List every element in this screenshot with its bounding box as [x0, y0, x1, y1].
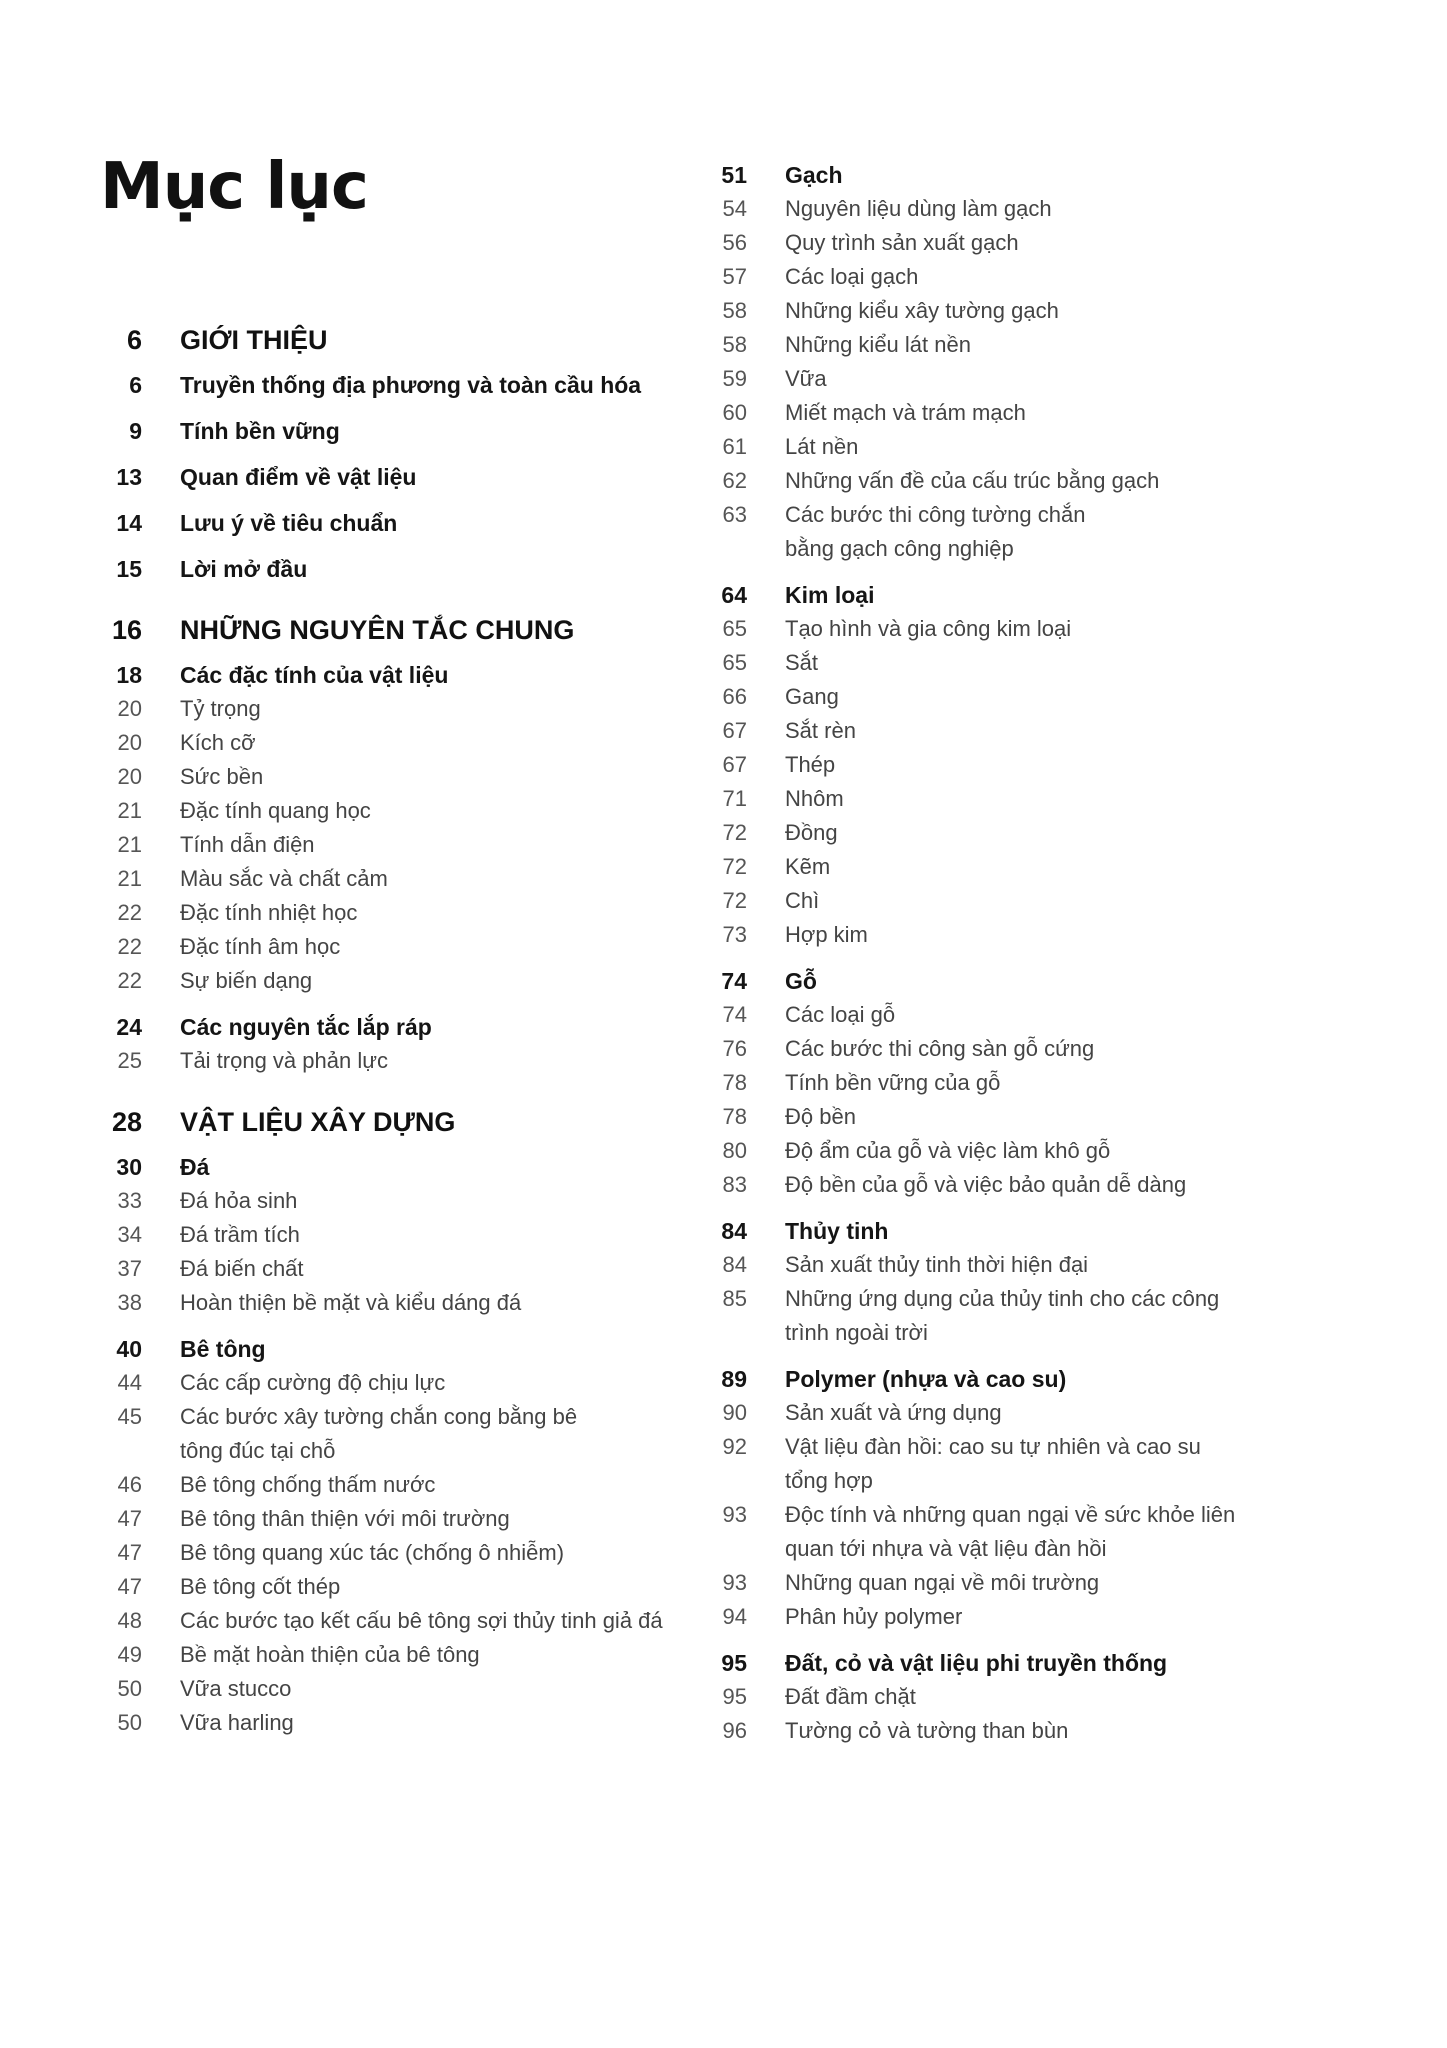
toc-page-number: 56	[722, 230, 747, 255]
toc-entry-title: Thép	[785, 752, 836, 777]
toc-page-number: 71	[722, 786, 747, 811]
toc-entry-title: Đá trầm tích	[180, 1222, 300, 1247]
toc-page-number: 72	[722, 820, 747, 845]
toc-page-number: 83	[722, 1172, 747, 1197]
toc-page-number: 22	[117, 934, 142, 959]
toc-entry-title: Màu sắc và chất cảm	[180, 866, 388, 891]
toc-sub-entry	[100, 1252, 720, 1286]
toc-entry-title: Chì	[785, 888, 820, 913]
toc-entry-title: Lưu ý về tiêu chuẩn	[180, 510, 398, 536]
toc-page-number: 67	[722, 752, 747, 777]
toc-page-number: 24	[116, 1014, 142, 1040]
toc-page-number: 20	[117, 696, 142, 721]
toc-entry-title: Nguyên liệu dùng làm gạch	[785, 196, 1052, 221]
toc-section-entry	[100, 368, 720, 402]
toc-page-number: 76	[722, 1036, 747, 1061]
toc-page-number: 20	[117, 764, 142, 789]
toc-sub-entry	[100, 1400, 720, 1434]
toc-page-number: 22	[117, 968, 142, 993]
toc-entry-title: Tường cỏ và tường than bùn	[785, 1718, 1069, 1743]
toc-sub-entry	[100, 1502, 720, 1536]
toc-sub-entry	[705, 748, 1325, 782]
toc-entry-title: Vật liệu đàn hồi: cao su tự nhiên và cao su	[785, 1434, 1201, 1459]
toc-page-number: 47	[117, 1574, 142, 1599]
toc-sub-entry	[100, 1184, 720, 1218]
toc-entry-title: Sản xuất thủy tinh thời hiện đại	[785, 1252, 1089, 1277]
toc-page-number: 96	[722, 1718, 747, 1743]
toc-page-number: 74	[721, 968, 747, 994]
toc-sub-entry	[705, 1498, 1325, 1532]
toc-sub-entry	[705, 1396, 1325, 1430]
toc-sub-entry	[705, 1134, 1325, 1168]
toc-page-number: 78	[722, 1070, 747, 1095]
toc-sub-entry	[100, 760, 720, 794]
toc-sub-entry	[100, 1044, 720, 1078]
toc-entry-title: Thủy tinh	[785, 1218, 889, 1244]
toc-page-number: 78	[722, 1104, 747, 1129]
toc-entry-title: Những vấn đề của cấu trúc bằng gạch	[785, 468, 1160, 493]
toc-entry-title: Các bước xây tường chắn cong bằng bê	[180, 1404, 578, 1429]
toc-entry-title: Gạch	[785, 162, 843, 188]
toc-sub-entry	[705, 612, 1325, 646]
toc-entry-title: Những kiểu lát nền	[785, 332, 971, 357]
toc-page-number: 61	[722, 434, 747, 459]
toc-entry-title: Độ bền	[785, 1104, 856, 1129]
toc-sub-entry	[705, 294, 1325, 328]
toc-entry-title: quan tới nhựa và vật liệu đàn hồi	[785, 1536, 1107, 1561]
toc-sub-entry	[100, 692, 720, 726]
toc-page-number: 38	[117, 1290, 142, 1315]
toc-page-number: 62	[722, 468, 747, 493]
toc-sub-entry	[100, 862, 720, 896]
toc-sub-entry	[100, 1672, 720, 1706]
toc-section-entry	[705, 1214, 1325, 1248]
toc-entry-title: trình ngoài trời	[785, 1320, 928, 1345]
toc-entry-title: Các đặc tính của vật liệu	[180, 662, 449, 688]
toc-page-number: 20	[117, 730, 142, 755]
toc-sub-entry	[705, 646, 1325, 680]
toc-chapter-entry	[100, 612, 720, 648]
toc-section-entry	[100, 1332, 720, 1366]
toc-page-number: 21	[117, 798, 142, 823]
toc-entry-title: Tải trọng và phản lực	[180, 1048, 388, 1073]
toc-entry-title: Đặc tính nhiệt học	[180, 900, 358, 925]
toc-sub-entry	[705, 1032, 1325, 1066]
toc-page-number: 84	[722, 1252, 747, 1277]
toc-page-number: 59	[722, 366, 747, 391]
toc-sub-entry	[705, 532, 1325, 566]
toc-section-entry	[705, 964, 1325, 998]
toc-sub-entry	[705, 680, 1325, 714]
toc-sub-entry	[705, 226, 1325, 260]
toc-entry-title: Sắt	[785, 650, 819, 675]
toc-page-number: 48	[117, 1608, 142, 1633]
toc-sub-entry	[100, 1604, 720, 1638]
toc-entry-title: Đá biến chất	[180, 1256, 304, 1281]
toc-page-number: 18	[116, 662, 142, 688]
toc-page-number: 50	[117, 1676, 142, 1701]
toc-sub-entry	[100, 828, 720, 862]
toc-sub-entry	[100, 726, 720, 760]
toc-entry-title: Quy trình sản xuất gạch	[785, 230, 1019, 255]
toc-entry-title: Đất đầm chặt	[785, 1684, 916, 1709]
toc-entry-title: tông đúc tại chỗ	[180, 1438, 336, 1463]
toc-page-number: 65	[722, 616, 747, 641]
toc-sub-entry	[705, 1282, 1325, 1316]
toc-page-number: 44	[117, 1370, 142, 1395]
toc-entry-title: Miết mạch và trám mạch	[785, 400, 1026, 425]
toc-entry-title: Các bước thi công tường chắn	[785, 502, 1086, 527]
toc-entry-title: Lời mở đầu	[180, 556, 308, 582]
toc-entry-title: Sắt rèn	[785, 718, 856, 743]
toc-sub-entry	[705, 464, 1325, 498]
toc-entry-title: Gang	[785, 684, 839, 709]
toc-sub-entry	[705, 1066, 1325, 1100]
toc-entry-title: Tạo hình và gia công kim loại	[785, 616, 1072, 641]
toc-page-number: 6	[126, 325, 142, 355]
toc-entry-title: Đặc tính âm học	[180, 934, 341, 959]
toc-sub-entry	[100, 1638, 720, 1672]
toc-entry-title: Polymer (nhựa và cao su)	[785, 1366, 1067, 1392]
toc-page-number: 21	[117, 866, 142, 891]
toc-page-number: 49	[117, 1642, 142, 1667]
toc-page-number: 94	[722, 1604, 747, 1629]
toc-entry-title: Độ bền của gỗ và việc bảo quản dễ dàng	[785, 1172, 1187, 1197]
toc-page-number: 84	[721, 1218, 747, 1244]
toc-entry-title: Các bước thi công sàn gỗ cứng	[785, 1036, 1095, 1061]
toc-entry-title: Tính bền vững của gỗ	[785, 1070, 1001, 1095]
toc-page-number: 22	[117, 900, 142, 925]
toc-sub-entry	[100, 1536, 720, 1570]
toc-section-entry	[100, 658, 720, 692]
toc-entry-title: Truyền thống địa phương và toàn cầu hóa	[180, 372, 642, 398]
toc-page-number: 93	[722, 1502, 747, 1527]
toc-entry-title: Hoàn thiện bề mặt và kiểu dáng đá	[180, 1290, 522, 1315]
toc-sub-entry	[705, 396, 1325, 430]
toc-left-column	[100, 322, 720, 1740]
toc-entry-title: Vữa harling	[180, 1710, 294, 1735]
toc-page-number: 9	[129, 418, 142, 444]
toc-page-number: 47	[117, 1506, 142, 1531]
toc-entry-title: Các nguyên tắc lắp ráp	[180, 1014, 432, 1040]
toc-entry-title: Bê tông thân thiện với môi trường	[180, 1506, 510, 1531]
toc-entry-title: Tỷ trọng	[180, 696, 261, 721]
toc-entry-title: Tính dẫn điện	[180, 832, 315, 857]
toc-sub-entry	[100, 1570, 720, 1604]
toc-entry-title: Kẽm	[785, 854, 831, 879]
toc-sub-entry	[705, 918, 1325, 952]
toc-right-column	[705, 158, 1325, 1748]
toc-page-number: 63	[722, 502, 747, 527]
toc-entry-title: Nhôm	[785, 786, 844, 811]
toc-sub-entry	[705, 260, 1325, 294]
toc-page-number: 13	[116, 464, 142, 490]
toc-section-entry	[705, 1646, 1325, 1680]
toc-sub-entry	[705, 362, 1325, 396]
toc-chapter-entry	[100, 322, 720, 358]
toc-page-number: 30	[116, 1154, 142, 1180]
toc-page-number: 92	[722, 1434, 747, 1459]
toc-page-number: 66	[722, 684, 747, 709]
toc-sub-entry	[705, 816, 1325, 850]
toc-entry-title: Bê tông chống thấm nước	[180, 1472, 436, 1497]
toc-section-entry	[100, 1010, 720, 1044]
toc-page-number: 25	[117, 1048, 142, 1073]
toc-entry-title: Đồng	[785, 820, 838, 845]
toc-page-number: 89	[721, 1366, 747, 1392]
toc-page-number: 95	[721, 1650, 747, 1676]
toc-page-number: 34	[117, 1222, 142, 1247]
toc-sub-entry	[705, 1680, 1325, 1714]
toc-sub-entry	[705, 782, 1325, 816]
toc-section-entry	[705, 1362, 1325, 1396]
toc-section-entry	[705, 158, 1325, 192]
toc-page-number: 80	[722, 1138, 747, 1163]
toc-entry-title: Phân hủy polymer	[785, 1604, 963, 1629]
toc-page-number: 58	[722, 332, 747, 357]
toc-section-entry	[100, 414, 720, 448]
toc-page-number: 74	[722, 1002, 747, 1027]
toc-entry-title: Đặc tính quang học	[180, 798, 371, 823]
toc-entry-title: Các cấp cường độ chịu lực	[180, 1370, 446, 1395]
toc-page-number: 40	[116, 1336, 142, 1362]
toc-section-entry	[100, 552, 720, 586]
toc-entry-title: Những quan ngại về môi trường	[785, 1570, 1100, 1595]
toc-entry-title: Gỗ	[785, 968, 817, 994]
toc-entry-title: VẬT LIỆU XÂY DỰNG	[180, 1107, 456, 1137]
toc-entry-title: Bê tông cốt thép	[180, 1574, 341, 1599]
toc-sub-entry	[100, 930, 720, 964]
toc-page-number: 72	[722, 888, 747, 913]
toc-entry-title: Vữa stucco	[180, 1676, 292, 1701]
toc-page-number: 46	[117, 1472, 142, 1497]
toc-sub-entry	[100, 1286, 720, 1320]
toc-entry-title: Kích cỡ	[180, 730, 256, 755]
toc-page-number: 65	[722, 650, 747, 675]
toc-page-number: 85	[722, 1286, 747, 1311]
toc-entry-title: Đá hỏa sinh	[180, 1188, 298, 1213]
toc-page-number: 51	[721, 162, 747, 188]
toc-entry-title: Bề mặt hoàn thiện của bê tông	[180, 1642, 480, 1667]
toc-sub-entry	[705, 1532, 1325, 1566]
toc-entry-title: bằng gạch công nghiệp	[785, 536, 1014, 561]
toc-sub-entry	[705, 884, 1325, 918]
toc-page-number: 28	[111, 1107, 142, 1137]
toc-entry-title: Bê tông quang xúc tác (chống ô nhiễm)	[180, 1540, 565, 1565]
toc-entry-title: Sản xuất và ứng dụng	[785, 1400, 1002, 1425]
toc-section-entry	[100, 506, 720, 540]
toc-chapter-entry	[100, 1104, 720, 1140]
toc-sub-entry	[705, 1316, 1325, 1350]
toc-page-number: 64	[721, 582, 747, 608]
toc-sub-entry	[705, 1168, 1325, 1202]
toc-page-number: 60	[722, 400, 747, 425]
toc-entry-title: Độ ẩm của gỗ và việc làm khô gỗ	[785, 1138, 1111, 1163]
toc-sub-entry	[705, 714, 1325, 748]
toc-sub-entry	[705, 1600, 1325, 1634]
toc-page-number: 6	[129, 372, 142, 398]
toc-sub-entry	[100, 794, 720, 828]
toc-sub-entry	[100, 1468, 720, 1502]
toc-entry-title: NHỮNG NGUYÊN TẮC CHUNG	[180, 615, 575, 645]
toc-entry-title: Đất, cỏ và vật liệu phi truyền thống	[785, 1650, 1168, 1676]
toc-entry-title: tổng hợp	[785, 1468, 873, 1493]
toc-entry-title: Hợp kim	[785, 922, 868, 947]
toc-page-number: 50	[117, 1710, 142, 1735]
toc-sub-entry	[705, 192, 1325, 226]
toc-sub-entry	[705, 1100, 1325, 1134]
toc-entry-title: Các loại gỗ	[785, 1002, 896, 1027]
toc-entry-title: GIỚI THIỆU	[180, 325, 328, 355]
toc-sub-entry	[100, 1366, 720, 1400]
toc-page-number: 16	[111, 615, 142, 645]
toc-sub-entry	[705, 430, 1325, 464]
toc-page-number: 33	[117, 1188, 142, 1213]
toc-sub-entry	[705, 1430, 1325, 1464]
toc-sub-entry	[100, 1218, 720, 1252]
toc-entry-title: Độc tính và những quan ngại về sức khỏe liên	[785, 1502, 1236, 1527]
toc-sub-entry	[100, 896, 720, 930]
toc-entry-title: Những kiểu xây tường gạch	[785, 298, 1059, 323]
toc-sub-entry	[705, 1248, 1325, 1282]
toc-section-entry	[705, 578, 1325, 612]
toc-entry-title: Lát nền	[785, 434, 859, 459]
toc-page-number: 90	[722, 1400, 747, 1425]
toc-entry-title: Tính bền vững	[180, 418, 340, 444]
toc-sub-entry	[705, 1566, 1325, 1600]
toc-page-number: 95	[722, 1684, 747, 1709]
toc-sub-entry	[705, 1464, 1325, 1498]
toc-sub-entry	[705, 498, 1325, 532]
page-title: Mục lục	[100, 150, 368, 224]
toc-page-number: 15	[116, 556, 142, 582]
toc-entry-title: Các loại gạch	[785, 264, 919, 289]
toc-page-number: 57	[722, 264, 747, 289]
toc-page-number: 14	[116, 510, 142, 536]
toc-page-number: 93	[722, 1570, 747, 1595]
toc-sub-entry	[705, 998, 1325, 1032]
toc-entry-title: Vữa	[785, 366, 827, 391]
toc-section-entry	[100, 1150, 720, 1184]
toc-sub-entry	[100, 964, 720, 998]
toc-entry-title: Các bước tạo kết cấu bê tông sợi thủy tinh giả đá	[180, 1608, 663, 1633]
toc-entry-title: Bê tông	[180, 1336, 266, 1362]
toc-page-number: 37	[117, 1256, 142, 1281]
toc-entry-title: Kim loại	[785, 582, 875, 608]
toc-sub-entry	[100, 1434, 720, 1468]
toc-sub-entry	[705, 850, 1325, 884]
toc-entry-title: Những ứng dụng của thủy tinh cho các công	[785, 1286, 1220, 1311]
toc-entry-title: Sự biến dạng	[180, 968, 313, 993]
toc-page-number: 45	[117, 1404, 142, 1429]
toc-page-number: 72	[722, 854, 747, 879]
toc-section-entry	[100, 460, 720, 494]
toc-page-number: 73	[722, 922, 747, 947]
toc-sub-entry	[705, 1714, 1325, 1748]
toc-page-number: 47	[117, 1540, 142, 1565]
toc-entry-title: Đá	[180, 1154, 210, 1180]
toc-entry-title: Quan điểm về vật liệu	[180, 464, 417, 490]
toc-page-number: 58	[722, 298, 747, 323]
toc-sub-entry	[100, 1706, 720, 1740]
toc-entry-title: Sức bền	[180, 764, 264, 789]
toc-page-number: 67	[722, 718, 747, 743]
toc-sub-entry	[705, 328, 1325, 362]
toc-page-number: 21	[117, 832, 142, 857]
toc-page-number: 54	[722, 196, 747, 221]
